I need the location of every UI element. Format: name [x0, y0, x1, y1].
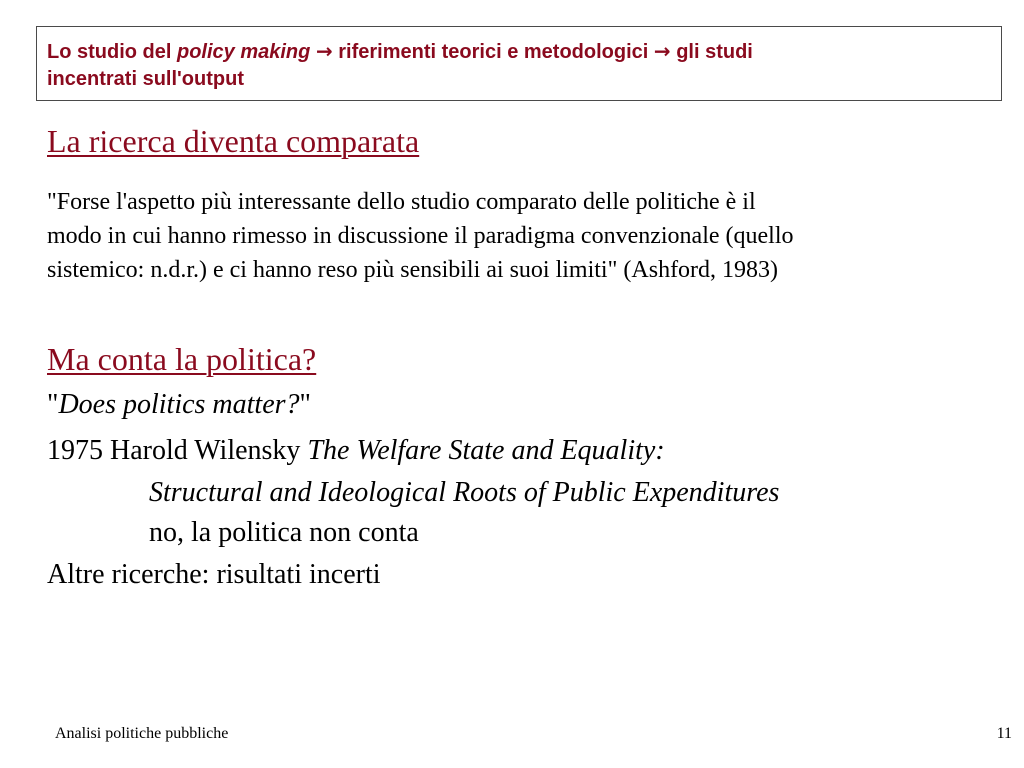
header-text-3: riferimenti teorici e metodologici — [332, 41, 654, 63]
footer-page-number: 11 — [996, 725, 1012, 742]
open-quote: " — [47, 389, 59, 420]
wilensky-reference — [47, 434, 665, 468]
reference-title-part2: Structural and Ideological Roots of Public Expenditures — [149, 477, 780, 508]
section-heading-politics: Ma conta la politica? — [47, 341, 317, 377]
other-research-line: Altre ricerche: risultati incerti — [47, 559, 381, 590]
close-quote: " — [299, 389, 311, 420]
english-question-line — [47, 388, 311, 422]
header-text-4: gli studi — [670, 41, 753, 63]
quote-line: modo in cui hanno rimesso in discussione il paradigma convenzionale (quello — [47, 223, 794, 249]
right-arrow-icon: → — [653, 39, 671, 63]
english-question: Does politics matter? — [58, 389, 300, 420]
ashford-quote — [47, 185, 967, 287]
header-italic-term: policy making — [177, 41, 311, 63]
header-text-line2: incentrati sull'output — [47, 68, 244, 90]
reference-author: 1975 Harold Wilensky — [47, 435, 308, 466]
reference-conclusion: no, la politica non conta — [149, 517, 419, 548]
right-arrow-icon: → — [315, 39, 333, 63]
quote-line: "Forse l'aspetto più interessante dello studio comparato delle politiche è il — [47, 189, 756, 215]
footer-course-title: Analisi politiche pubbliche — [55, 725, 229, 742]
header-text-1: Lo studio del — [47, 41, 177, 63]
slide-header-box — [36, 26, 1002, 101]
section-heading-comparative: La ricerca diventa comparata — [47, 123, 420, 159]
reference-title-part1: The Welfare State and Equality: — [307, 435, 665, 466]
quote-line: sistemico: n.d.r.) e ci hanno reso più sensibili ai suoi limiti" (Ashford, 1983) — [47, 257, 779, 283]
